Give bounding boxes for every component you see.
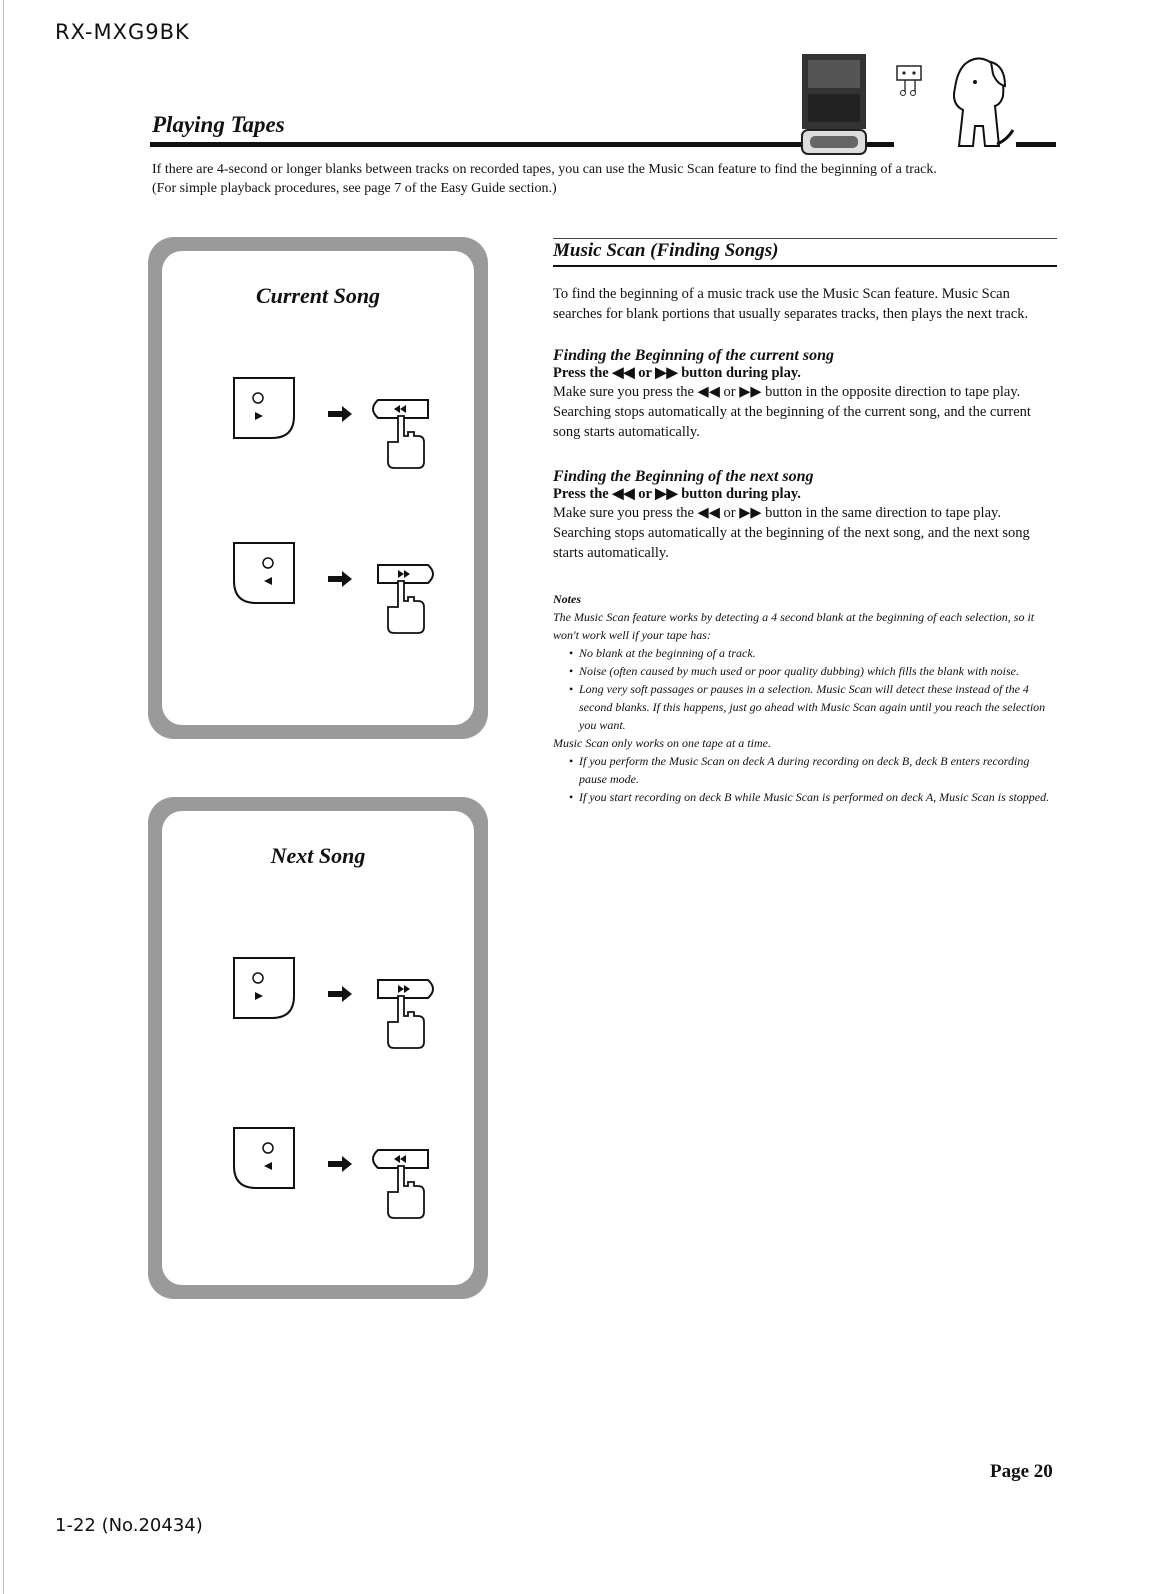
- intro-line: If there are 4-second or longer blanks between tracks on recorded tapes, you can use the Music Scan feature to find the beginning of a track.: [152, 162, 937, 177]
- instruction-text: Make sure you press the ◀◀ or ▶▶ button in the opposite direction to tape play. Searching stops automatically at the beginning of the current song, and the current song starts automatically.: [553, 384, 1031, 440]
- arrow-right-icon: [328, 1156, 352, 1172]
- notes-intro: The Music Scan feature works by detecting a 4 second blank at the beginning of each selection, so it won't work well if your tape has:: [553, 610, 1035, 642]
- notes-section: [553, 590, 1058, 806]
- press-instruction: Press the ◀◀ or ▶▶ button during play.: [553, 486, 801, 502]
- subheading: Finding the Beginning of the next song: [553, 468, 814, 485]
- subheading: Finding the Beginning of the current song: [553, 347, 834, 364]
- heading-rule-top: [553, 238, 1057, 239]
- notes-list: [553, 644, 1058, 734]
- tape-play-forward-icon: [234, 378, 294, 438]
- arrow-right-icon: [328, 406, 352, 422]
- rewind-diagram-play-reverse: [232, 541, 452, 641]
- music-note-icon: [893, 60, 929, 100]
- model-number: RX-MXG9BK: [55, 20, 190, 44]
- pressing-hand-icon: [388, 1166, 424, 1218]
- next-song-instructions: [553, 468, 1058, 563]
- next-song-panel: [148, 797, 488, 1299]
- press-instruction: Press the ◀◀ or ▶▶ button during play.: [553, 365, 801, 381]
- title-rule-segment: [1016, 142, 1056, 147]
- intro-line: (For simple playback procedures, see page 7 of the Easy Guide section.): [152, 181, 557, 196]
- list-item: • Noise (often caused by much used or poor quality dubbing) which fills the blank with noise.: [579, 662, 1058, 680]
- list-item: • Long very soft passages or pauses in a selection. Music Scan will detect these instead of the 4 second blanks. If this happens, just go ahead with Music Scan again until you reach the selection you want.: [579, 680, 1058, 734]
- page-edge-rule: [3, 0, 4, 1594]
- deck-notes-list: [553, 752, 1058, 806]
- document-number: 1-22 (No.20434): [55, 1515, 203, 1536]
- list-item: • No blank at the beginning of a track.: [579, 644, 1058, 662]
- ff-diagram-play-forward: [232, 956, 452, 1056]
- panel-title: Next Song: [270, 843, 366, 868]
- pressing-hand-icon: [388, 996, 424, 1048]
- tape-play-reverse-icon: [234, 543, 294, 603]
- panel-inner: [162, 811, 474, 1285]
- arrow-right-icon: [328, 571, 352, 587]
- pressing-hand-icon: [388, 581, 424, 633]
- tape-play-forward-icon: [234, 958, 294, 1018]
- arrow-right-icon: [328, 986, 352, 1002]
- music-scan-heading: Music Scan (Finding Songs): [553, 240, 779, 261]
- page-number: Page 20: [990, 1461, 1053, 1482]
- pressing-hand-icon: [388, 416, 424, 468]
- title-rule: [150, 142, 802, 147]
- rewind-diagram-play-reverse-next: [232, 1126, 452, 1226]
- list-item: • If you perform the Music Scan on deck A during recording on deck B, deck B enters recording pause mode.: [579, 752, 1058, 788]
- panel-title: Current Song: [255, 283, 381, 308]
- music-scan-intro: To find the beginning of a music track use the Music Scan feature. Music Scan searches for blank portions that usually separates tracks, then plays the next track.: [553, 286, 1029, 322]
- intro-text: [152, 160, 1057, 198]
- section-title: Playing Tapes: [152, 112, 285, 137]
- deck-note: Music Scan only works on one tape at a time.: [553, 736, 771, 750]
- panel-inner: [162, 251, 474, 725]
- current-song-instructions: [553, 347, 1058, 442]
- dog-mascot-icon: [945, 52, 1015, 152]
- stereo-system-illustration: [800, 52, 870, 158]
- current-song-panel: [148, 237, 488, 739]
- heading-rule: [553, 265, 1057, 267]
- rewind-diagram-play-forward: [232, 376, 452, 476]
- list-item: • If you start recording on deck B while Music Scan is performed on deck A, Music Scan is stopped.: [579, 788, 1058, 806]
- tape-play-reverse-icon: [234, 1128, 294, 1188]
- notes-title: Notes: [553, 592, 581, 606]
- instruction-text: Make sure you press the ◀◀ or ▶▶ button in the same direction to tape play. Searching stops automatically at the beginning of the next song, and the next song starts automatically.: [553, 505, 1030, 561]
